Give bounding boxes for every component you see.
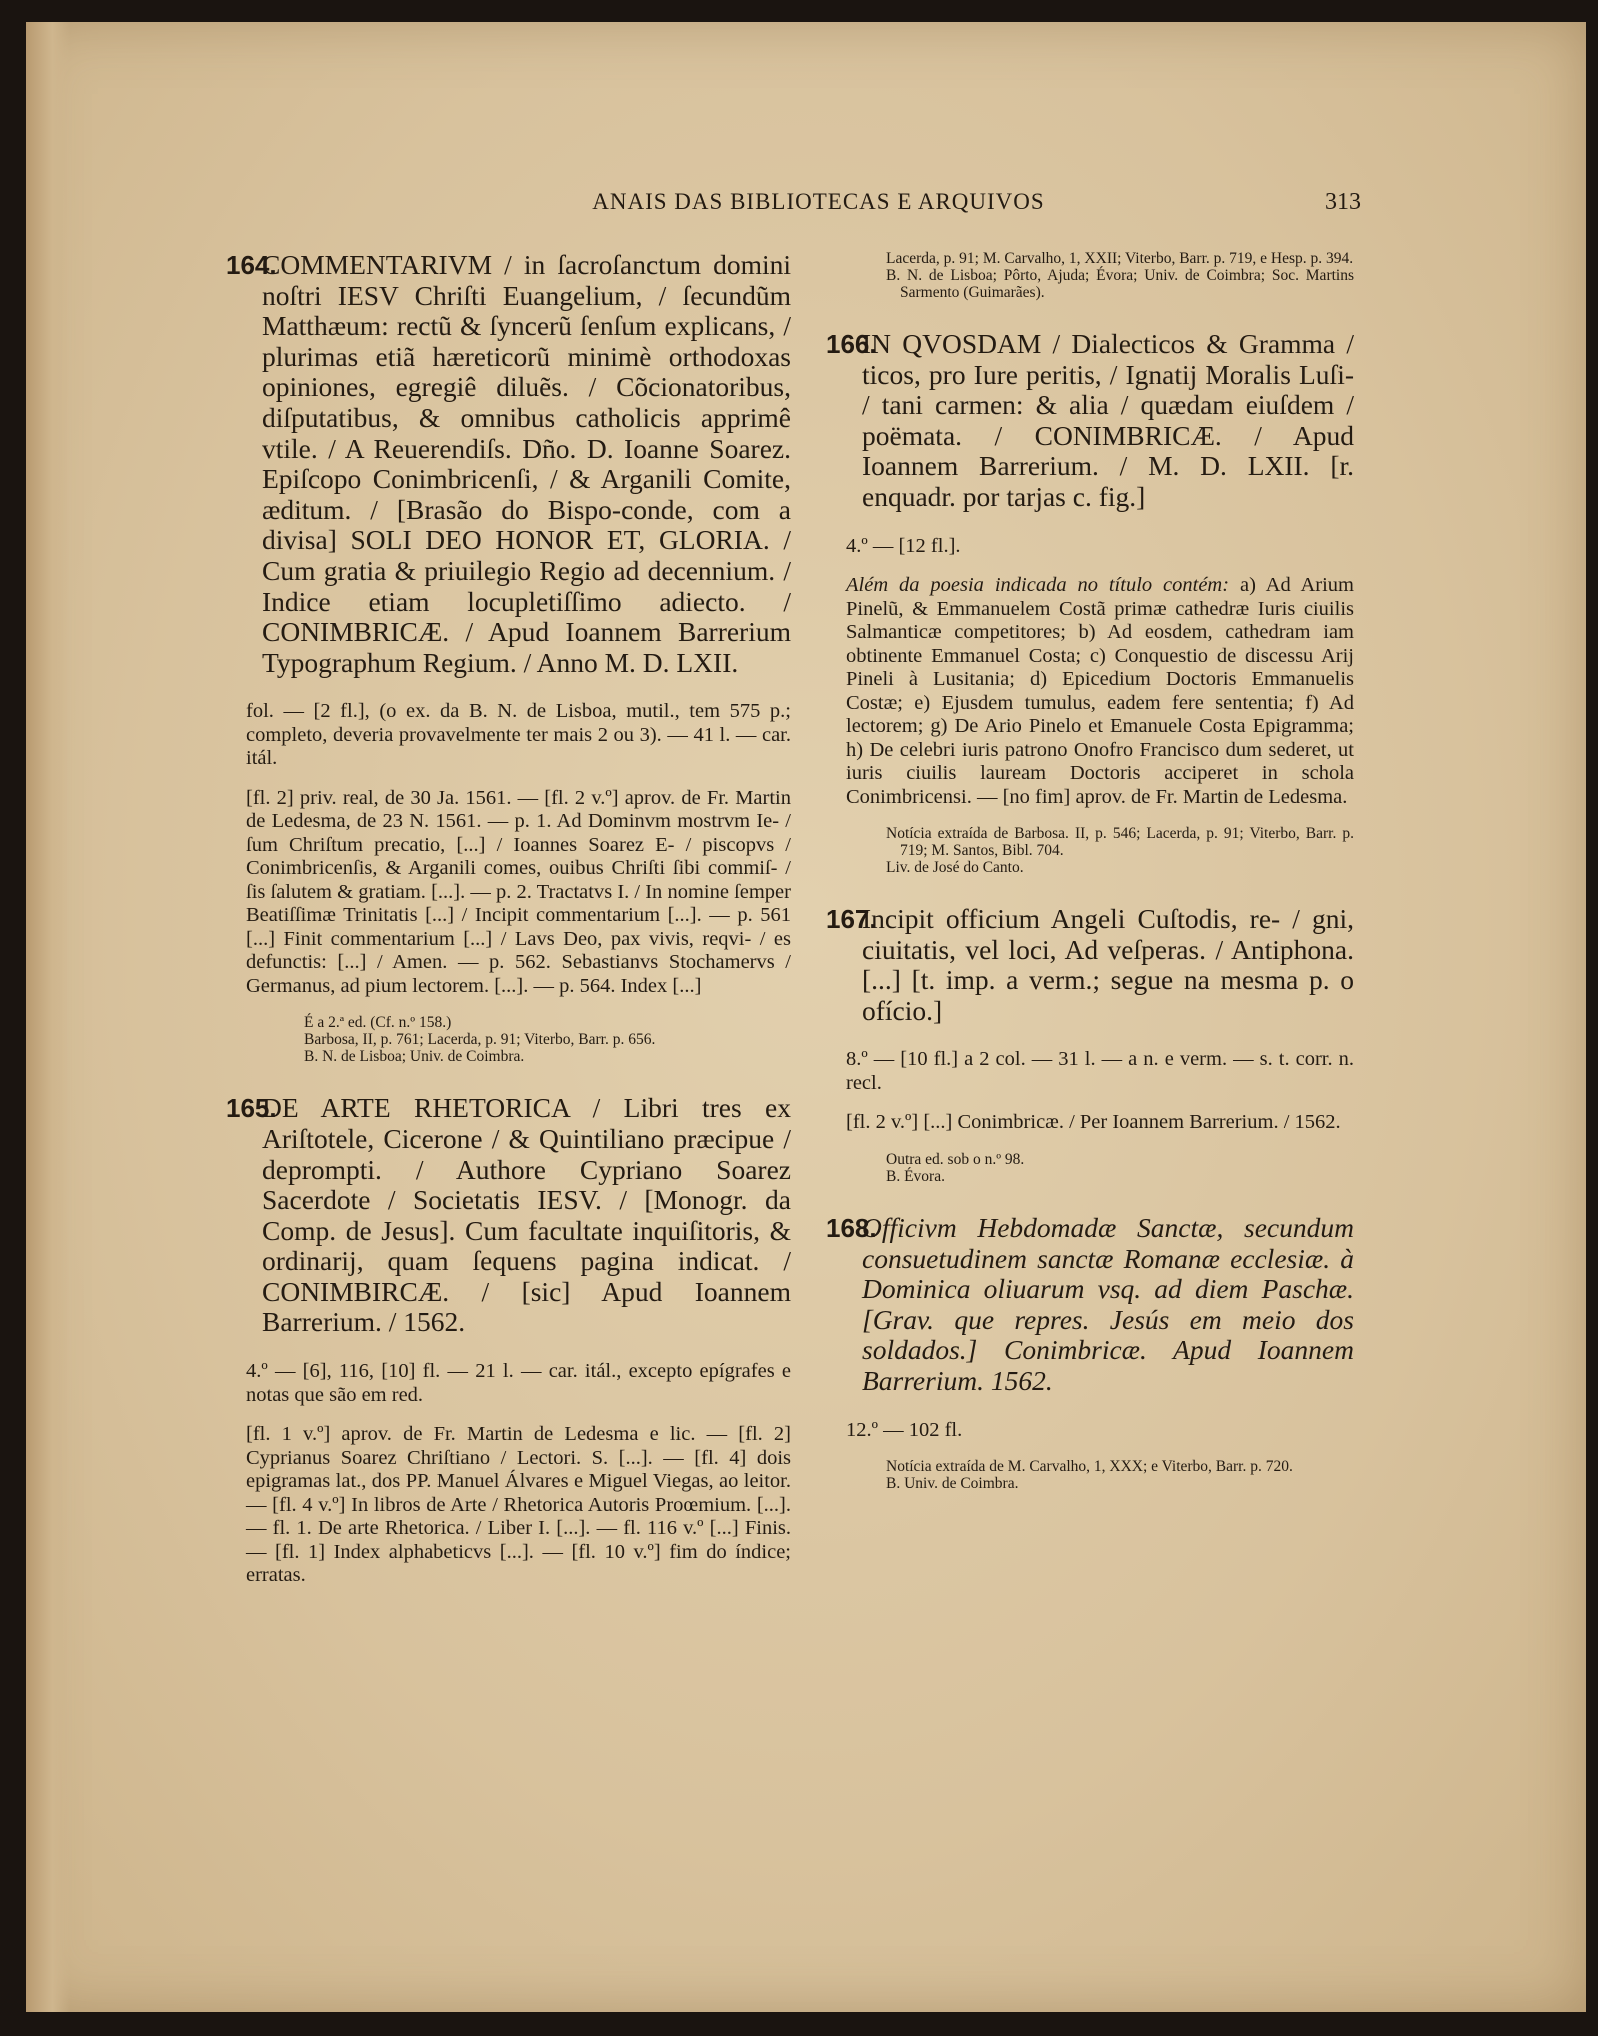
- entry-164: [226, 250, 791, 1065]
- entry-title: [826, 904, 1354, 1026]
- entry-notes: [826, 1458, 1354, 1492]
- contents-lead: Além da poesia indicada no título contém:: [846, 574, 1230, 597]
- entry-title-text: Incipit officium Angeli Cuſtodis, re- / gni, ciuitatis, vel loci, Ad veſperas. / Antiphona. [...] [t. imp. a verm.; segue na mesma p. o ofício.]: [862, 903, 1354, 1026]
- note-line: Lacerda, p. 91; M. Carvalho, 1, XXII; Viterbo, Barr. p. 719, e Hesp. p. 394.: [886, 250, 1354, 267]
- entry-contents: [fl. 2 v.º] [...] Conimbricæ. / Per Ioannem Barrerium. / 1562.: [846, 1111, 1341, 1134]
- entry-title-text: DE ARTE RHETORICA / Libri tres ex Ariſtotele, Cicerone / & Quintiliano præcipue / deprompti. / Authore Cypriano Soarez Sacerdote / Societatis IESV. / [Monogr. da Comp. de Jesus]. Cum facultate inquiſitoris, & ordinarij, quam ſequens pagina indicat. / CONIMBIRCÆ. / [sic] Apud Ioannem Barrerium. / 1562.: [262, 1092, 791, 1338]
- right-column: [826, 250, 1354, 1520]
- entry-number: 167.: [826, 904, 877, 935]
- entry-collation: 4.º — [6], 116, [10] fl. — 21 l. — car. itál., excepto epígrafes e notas que são em red.: [246, 1360, 791, 1406]
- entry-title-text: Officivm Hebdomadæ Sanctæ, secundum consuetudinem sanctæ Romanæ ecclesiæ. à Dominica oliuarum vsq. ad diem Paschæ. [Grav. que repres. Jesús em meio dos soldados.] Conimbricæ. Apud Ioannem Barrerium. 1562.: [862, 1211, 1354, 1396]
- note-line: B. Évora.: [886, 1167, 945, 1185]
- entry-notes: [826, 825, 1354, 876]
- entry-title-text: IN QVOSDAM / Dialecticos & Gramma / ticos, pro Iure peritis, / Ignatij Moralis Luſi- / tani carmen: & alia / quædam eiuſdem / poëmata. / CONIMBRICÆ. / Apud Ioannem Barrerium. / M. D. LXII. [r. enquadr. por tarjas c. fig.]: [862, 328, 1354, 512]
- book-page: [26, 22, 1586, 2012]
- entry-contents: [fl. 2] priv. real, de 30 Ja. 1561. — [fl. 2 v.º] aprov. de Fr. Martin de Ledesma, de 23 N. 1561. — p. 1. Ad Dominvm mostrvm Ie- / ſum Chriſtum precatio, [...] / Ioannes Soarez E- / piscopvs / Conimbricenſis, & Arganili comes, ouibus Chriſti ſibi commiſ- / ſis ſalutem & gratiam. [...]. — p. 2. Tractatvs I. / In nomine ſemper Beatiſſimæ Trinitatis [...] / Incipit commentarium [...]. — p. 561 [...] Finit commentarium [...] / Lavs Deo, pax vivis, reqvi- / es defunctis: [...] / Amen. — p. 562. Sebastianvs Stochamervs / Germanus, ad pium lectorem. [...]. — p. 564. Index [...]: [246, 786, 791, 997]
- entry-notes: [226, 1014, 791, 1065]
- left-column: [226, 250, 791, 1604]
- entry-number: 164.: [226, 250, 277, 280]
- entry-title-text: COMMENTARIVM / in ſacroſanctum domini noſtri IESV Chriſti Euangelium, / ſecundũm Matthæum: rectũ & ſyncerũ ſenſum explicans, / plurimas etiã hæreticorũ minimè orthodoxas opiniones, egregiê diluẽs. / Cõcionatoribus, diſputatibus, & omnibus catholicis apprimê vtile. / A Reuerendiſs. Dño. D. Ioanne Soarez. Epiſcopo Conimbricenſi, / & Arganili Comite, æditum. / [Brasão do Bispo-conde, com a divisa] SOLI DEO HONOR ET, GLORIA. / Cum gratia & priuilegio Regio ad decennium. / Indice etiam locupletiſſimo adiecto. / CONIMBRICÆ. / Apud Ioannem Barrerium Typographum Regium. / Anno M. D. LXII.: [262, 249, 791, 678]
- entry-168: [826, 1213, 1354, 1492]
- entry-notes: [826, 1151, 1354, 1185]
- note-line: Outra ed. sob o n.º 98.: [886, 1150, 1025, 1168]
- page-header: [276, 189, 1361, 229]
- entry-collation: 4.º — [12 fl.].: [846, 534, 961, 557]
- entry-165-notes: [826, 250, 1354, 301]
- entry-contents: [fl. 1 v.º] aprov. de Fr. Martin de Ledesma e lic. — [fl. 2] Cyprianus Soarez Chriſtiano / Lectori. S. [...]. — [fl. 4] dois epigramas lat., dos PP. Manuel Álvares e Miguel Viegas, ao leitor. — [fl. 4 v.º] In libros de Arte / Rhetorica Autoris Proœmium. [...]. — fl. 1. De arte Rhetorica. / Liber I. [...]. — fl. 116 v.º [...] Finis. — [fl. 1] Index alphabeticvs [...]. — [fl. 10 v.º] fim do índice; erratas.: [246, 1423, 791, 1587]
- entry-title: [826, 329, 1354, 513]
- note-line: B. N. de Lisboa; Pôrto, Ajuda; Évora; Univ. de Coimbra; Soc. Martins Sarmento (Guimarães).: [886, 267, 1354, 301]
- contents-text: a) Ad Arium Pinelũ, & Emmanuelem Costã primæ cathedræ Iuris ciuilis Salmanticæ competitores; b) Ad eosdem, cathedram iam obtinente Emmanuel Costa; c) Conquestio de discessu Arij Pineli à Lusitania; d) Epicedium Doctoris Emmanuelis Costæ; e) Ejusdem tumulus, eadem fere sententia; f) Ad lectorem; g) De Ario Pinelo et Emanuele Costa Epigramma; h) De celebri iuris patrono Onofro Francisco dum sederet, ut iuris ciuilis lauream Doctoris acciperet in schola Conimbricensi. — [no fim] aprov. de Fr. Martin de Ledesma.: [846, 574, 1354, 808]
- note-line: Notícia extraída de Barbosa. II, p. 546; Lacerda, p. 91; Viterbo, Barr. p. 719; M. Santos, Bibl. 704.: [886, 825, 1354, 860]
- page-edge-shadow: [26, 22, 70, 2012]
- page-number: 313: [1325, 189, 1361, 215]
- entry-collation: 8.º — [10 fl.] a 2 col. — 31 l. — a n. e verm. — s. t. corr. n. recl.: [846, 1048, 1354, 1094]
- entry-167: [826, 904, 1354, 1185]
- entry-title: [826, 1213, 1354, 1397]
- entry-title: [226, 250, 791, 678]
- entry-number: 166.: [826, 329, 877, 359]
- entry-collation: fol. — [2 fl.], (o ex. da B. N. de Lisboa, mutil., tem 575 p.; completo, deveria provavelmente ter mais 2 ou 3). — 41 l. — car. itál.: [246, 700, 791, 770]
- entry-number: 168.: [826, 1212, 877, 1243]
- entry-166: [826, 329, 1354, 876]
- entry-165: [226, 1093, 791, 1587]
- entry-title: [226, 1093, 791, 1338]
- note-line: É a 2.ª ed. (Cf. n.º 158.): [304, 1014, 452, 1032]
- note-line: B. N. de Lisboa; Univ. de Coimbra.: [304, 1048, 525, 1066]
- note-line: B. Univ. de Coimbra.: [886, 1475, 1019, 1492]
- note-line: Liv. de José do Canto.: [886, 859, 1024, 877]
- note-line: Notícia extraída de M. Carvalho, 1, XXX; e Viterbo, Barr. p. 720.: [886, 1458, 1293, 1475]
- entry-contents: [826, 574, 1354, 809]
- entry-collation: 12.º — 102 fl.: [846, 1418, 963, 1441]
- note-line: Barbosa, II, p. 761; Lacerda, p. 91; Viterbo, Barr. p. 656.: [304, 1031, 656, 1049]
- entry-number: 165.: [226, 1093, 277, 1124]
- running-title: ANAIS DAS BIBLIOTECAS E ARQUIVOS: [592, 189, 1045, 214]
